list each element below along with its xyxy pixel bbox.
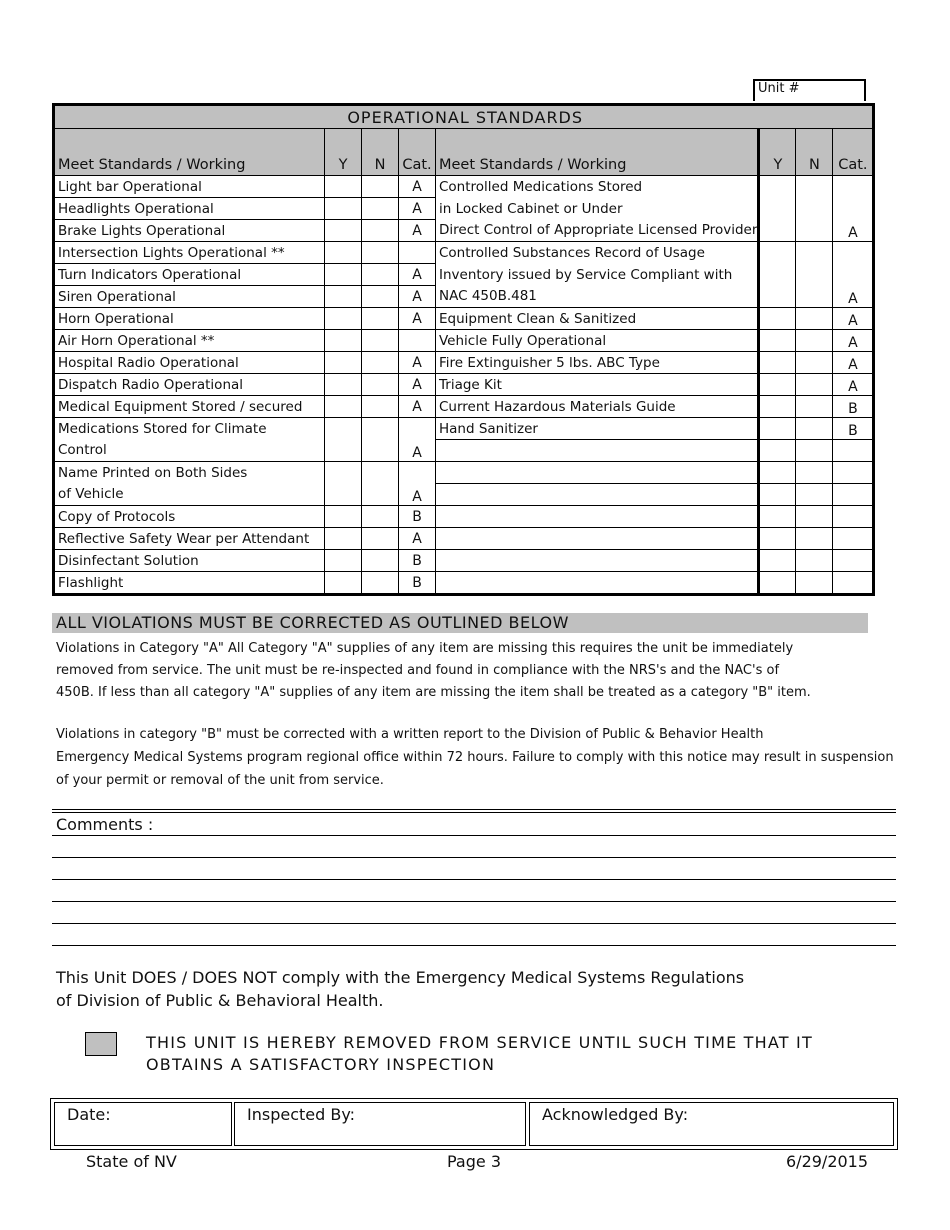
right-cat-cell: B	[833, 418, 874, 440]
right-empty-label[interactable]	[436, 550, 759, 572]
table-row	[54, 462, 874, 484]
header-y-right: Y	[759, 129, 796, 176]
right-y-cell[interactable]	[759, 308, 796, 330]
violations-category-a	[56, 638, 811, 704]
comments-line[interactable]	[52, 945, 896, 946]
left-item-label: Intersection Lights Operational **	[54, 242, 325, 264]
left-y-cell[interactable]	[325, 176, 362, 198]
left-y-cell[interactable]	[325, 374, 362, 396]
right-empty-label[interactable]	[436, 462, 759, 484]
right-item-label: Current Hazardous Materials Guide	[436, 396, 759, 418]
right-y-cell[interactable]	[759, 176, 796, 242]
right-n-cell[interactable]	[796, 352, 833, 374]
left-item-label: Medications Stored for Climate	[54, 418, 325, 440]
right-n-cell[interactable]	[796, 528, 833, 550]
table-row	[54, 440, 874, 462]
comments-line[interactable]	[52, 857, 896, 858]
footer-date: 6/29/2015	[786, 1152, 869, 1171]
right-item-label: in Locked Cabinet or Under	[436, 198, 759, 220]
table-row	[54, 484, 874, 506]
para-b-line: Violations in category "B" must be corrected with a written report to the Division of Public & Behavior Health	[56, 727, 764, 742]
right-n-cell[interactable]	[796, 462, 833, 484]
left-item-label: Hospital Radio Operational	[54, 352, 325, 374]
right-empty-label[interactable]	[436, 440, 759, 462]
right-n-cell[interactable]	[796, 330, 833, 352]
right-item-label: Triage Kit	[436, 374, 759, 396]
left-n-cell[interactable]	[362, 176, 399, 198]
left-cat-cell: A	[399, 352, 436, 374]
right-n-cell[interactable]	[796, 308, 833, 330]
table-row	[54, 330, 874, 352]
table-row	[54, 528, 874, 550]
right-n-cell[interactable]	[796, 550, 833, 572]
right-item-label: Direct Control of Appropriate Licensed Provider	[436, 220, 759, 242]
right-n-cell[interactable]	[796, 506, 833, 528]
right-cat-cell[interactable]	[833, 572, 874, 595]
left-cat-cell: A	[399, 462, 436, 506]
right-y-cell[interactable]	[759, 352, 796, 374]
left-n-cell[interactable]	[362, 242, 399, 264]
right-n-cell[interactable]	[796, 176, 833, 242]
left-y-cell[interactable]	[325, 550, 362, 572]
header-n-left: N	[362, 129, 399, 176]
operational-standards-table	[52, 103, 875, 596]
left-cat-cell: B	[399, 572, 436, 595]
left-cat-cell: A	[399, 374, 436, 396]
comments-line[interactable]	[52, 901, 896, 902]
comments-line[interactable]	[52, 879, 896, 880]
left-n-cell[interactable]	[362, 308, 399, 330]
left-cat-cell: A	[399, 176, 436, 198]
left-item-label: Name Printed on Both Sides	[54, 462, 325, 484]
left-item-label: Horn Operational	[54, 308, 325, 330]
table-row	[54, 374, 874, 396]
right-cat-cell: A	[833, 308, 874, 330]
right-y-cell[interactable]	[759, 550, 796, 572]
left-item-label: Air Horn Operational **	[54, 330, 325, 352]
divider	[52, 812, 896, 813]
left-cat-cell: B	[399, 550, 436, 572]
left-n-cell[interactable]	[362, 506, 399, 528]
left-item-label: Headlights Operational	[54, 198, 325, 220]
header-item-left: Meet Standards / Working	[54, 129, 325, 176]
left-cat-cell	[399, 330, 436, 352]
table-row	[54, 352, 874, 374]
right-n-cell[interactable]	[796, 242, 833, 308]
right-cat-cell[interactable]	[833, 550, 874, 572]
right-y-cell[interactable]	[759, 396, 796, 418]
left-n-cell[interactable]	[362, 374, 399, 396]
table-row	[54, 308, 874, 330]
right-y-cell[interactable]	[759, 374, 796, 396]
left-y-cell[interactable]	[325, 462, 362, 506]
left-n-cell[interactable]	[362, 528, 399, 550]
header-cat-right: Cat.	[833, 129, 874, 176]
header-y-left: Y	[325, 129, 362, 176]
left-n-cell[interactable]	[362, 198, 399, 220]
left-y-cell[interactable]	[325, 396, 362, 418]
table-header-row	[54, 129, 874, 176]
right-n-cell[interactable]	[796, 396, 833, 418]
right-cat-cell[interactable]	[833, 506, 874, 528]
left-y-cell[interactable]	[325, 528, 362, 550]
left-n-cell[interactable]	[362, 396, 399, 418]
compliance-statement	[56, 966, 744, 1012]
acknowledged-by-field[interactable]: Acknowledged By:	[529, 1102, 894, 1146]
left-item-label: Reflective Safety Wear per Attendant	[54, 528, 325, 550]
right-item-label: Controlled Substances Record of Usage	[436, 242, 759, 264]
right-y-cell[interactable]	[759, 572, 796, 595]
left-item-label: of Vehicle	[54, 484, 325, 506]
para-a-line: Violations in Category "A" All Category "A" supplies of any item are missing this requires the unit be immediately	[56, 641, 794, 656]
left-cat-cell	[399, 242, 436, 264]
right-n-cell[interactable]	[796, 418, 833, 440]
right-empty-label[interactable]	[436, 506, 759, 528]
left-n-cell[interactable]	[362, 286, 399, 308]
left-y-cell[interactable]	[325, 286, 362, 308]
left-item-label: Flashlight	[54, 572, 325, 595]
right-y-cell[interactable]	[759, 506, 796, 528]
para-b-line: Emergency Medical Systems program regional office within 72 hours. Failure to comply with this notice may result in suspension	[56, 750, 894, 765]
right-empty-label[interactable]	[436, 528, 759, 550]
left-n-cell[interactable]	[362, 572, 399, 595]
left-cat-cell: A	[399, 264, 436, 286]
right-n-cell[interactable]	[796, 572, 833, 595]
right-cat-cell[interactable]	[833, 462, 874, 484]
table-row	[54, 286, 874, 308]
removal-line: OBTAINS A SATISFACTORY INSPECTION	[146, 1055, 496, 1074]
inspected-by-field[interactable]: Inspected By:	[234, 1102, 526, 1146]
right-cat-cell: B	[833, 396, 874, 418]
left-n-cell[interactable]	[362, 330, 399, 352]
right-cat-cell[interactable]	[833, 528, 874, 550]
para-b-line: of your permit or removal of the unit from service.	[56, 773, 384, 788]
left-cat-cell: A	[399, 286, 436, 308]
header-cat-left: Cat.	[399, 129, 436, 176]
right-item-label: NAC 450B.481	[436, 286, 759, 308]
removal-checkbox[interactable]	[85, 1032, 117, 1056]
left-cat-cell: A	[399, 396, 436, 418]
left-y-cell[interactable]	[325, 506, 362, 528]
comments-label: Comments :	[56, 815, 154, 834]
header-item-right: Meet Standards / Working	[436, 129, 759, 176]
right-item-label: Vehicle Fully Operational	[436, 330, 759, 352]
right-item-label: Equipment Clean & Sanitized	[436, 308, 759, 330]
table-row	[54, 176, 874, 198]
left-item-label: Light bar Operational	[54, 176, 325, 198]
left-item-label: Control	[54, 440, 325, 462]
left-cat-cell: B	[399, 506, 436, 528]
right-y-cell[interactable]	[759, 440, 796, 462]
left-y-cell[interactable]	[325, 330, 362, 352]
right-y-cell[interactable]	[759, 330, 796, 352]
compliance-line: of Division of Public & Behavioral Health.	[56, 991, 384, 1010]
unit-number-label: Unit #	[753, 79, 866, 101]
right-item-label: Fire Extinguisher 5 lbs. ABC Type	[436, 352, 759, 374]
left-item-label: Brake Lights Operational	[54, 220, 325, 242]
divider	[52, 809, 896, 810]
right-empty-label[interactable]	[436, 572, 759, 595]
comments-line[interactable]	[52, 923, 896, 924]
table-row	[54, 418, 874, 440]
left-n-cell[interactable]	[362, 352, 399, 374]
right-empty-label[interactable]	[436, 484, 759, 506]
right-y-cell[interactable]	[759, 418, 796, 440]
right-cat-cell[interactable]	[833, 440, 874, 462]
table-row	[54, 572, 874, 595]
left-item-label: Disinfectant Solution	[54, 550, 325, 572]
header-n-right: N	[796, 129, 833, 176]
right-cat-cell: A	[833, 352, 874, 374]
left-cat-cell: A	[399, 418, 436, 462]
right-y-cell[interactable]	[759, 528, 796, 550]
removal-line: THIS UNIT IS HEREBY REMOVED FROM SERVICE UNTIL SUCH TIME THAT IT	[146, 1033, 813, 1052]
right-cat-cell: A	[833, 242, 874, 308]
violations-category-b	[56, 723, 894, 792]
left-y-cell[interactable]	[325, 264, 362, 286]
left-item-label: Siren Operational	[54, 286, 325, 308]
right-cat-cell: A	[833, 330, 874, 352]
left-y-cell[interactable]	[325, 308, 362, 330]
para-a-line: 450B. If less than all category "A" supplies of any item are missing the item shall be treated as a category "B" item.	[56, 685, 811, 700]
para-a-line: removed from service. The unit must be re-inspected and found in compliance with the NRS's and the NAC's of	[56, 663, 780, 678]
right-y-cell[interactable]	[759, 484, 796, 506]
table-row	[54, 506, 874, 528]
footer-page: Page 3	[447, 1152, 501, 1171]
left-item-label: Medical Equipment Stored / secured	[54, 396, 325, 418]
left-item-label: Turn Indicators Operational	[54, 264, 325, 286]
left-n-cell[interactable]	[362, 462, 399, 506]
left-y-cell[interactable]	[325, 198, 362, 220]
table-row	[54, 220, 874, 242]
right-cat-cell: A	[833, 176, 874, 242]
left-y-cell[interactable]	[325, 572, 362, 595]
violations-title: ALL VIOLATIONS MUST BE CORRECTED AS OUTLINED BELOW	[52, 613, 868, 633]
comments-line[interactable]	[52, 835, 896, 836]
table-row	[54, 198, 874, 220]
left-n-cell[interactable]	[362, 418, 399, 462]
left-y-cell[interactable]	[325, 242, 362, 264]
table-row	[54, 264, 874, 286]
right-item-label: Inventory issued by Service Compliant with	[436, 264, 759, 286]
right-item-label: Hand Sanitizer	[436, 418, 759, 440]
left-y-cell[interactable]	[325, 352, 362, 374]
compliance-line: This Unit DOES / DOES NOT comply with the Emergency Medical Systems Regulations	[56, 968, 745, 987]
left-n-cell[interactable]	[362, 550, 399, 572]
right-cat-cell[interactable]	[833, 484, 874, 506]
left-cat-cell: A	[399, 198, 436, 220]
table-row	[54, 550, 874, 572]
right-n-cell[interactable]	[796, 440, 833, 462]
left-n-cell[interactable]	[362, 264, 399, 286]
right-item-label: Controlled Medications Stored	[436, 176, 759, 198]
right-y-cell[interactable]	[759, 462, 796, 484]
right-cat-cell: A	[833, 374, 874, 396]
left-cat-cell: A	[399, 528, 436, 550]
left-item-label: Copy of Protocols	[54, 506, 325, 528]
left-item-label: Dispatch Radio Operational	[54, 374, 325, 396]
table-title: OPERATIONAL STANDARDS	[54, 105, 874, 129]
right-n-cell[interactable]	[796, 374, 833, 396]
table-row	[54, 396, 874, 418]
left-y-cell[interactable]	[325, 220, 362, 242]
left-y-cell[interactable]	[325, 418, 362, 462]
left-n-cell[interactable]	[362, 220, 399, 242]
footer-state: State of NV	[86, 1152, 177, 1171]
table-row	[54, 242, 874, 264]
right-n-cell[interactable]	[796, 484, 833, 506]
removal-notice	[146, 1032, 813, 1076]
right-y-cell[interactable]	[759, 242, 796, 308]
date-field[interactable]: Date:	[54, 1102, 232, 1146]
left-cat-cell: A	[399, 308, 436, 330]
left-cat-cell: A	[399, 220, 436, 242]
